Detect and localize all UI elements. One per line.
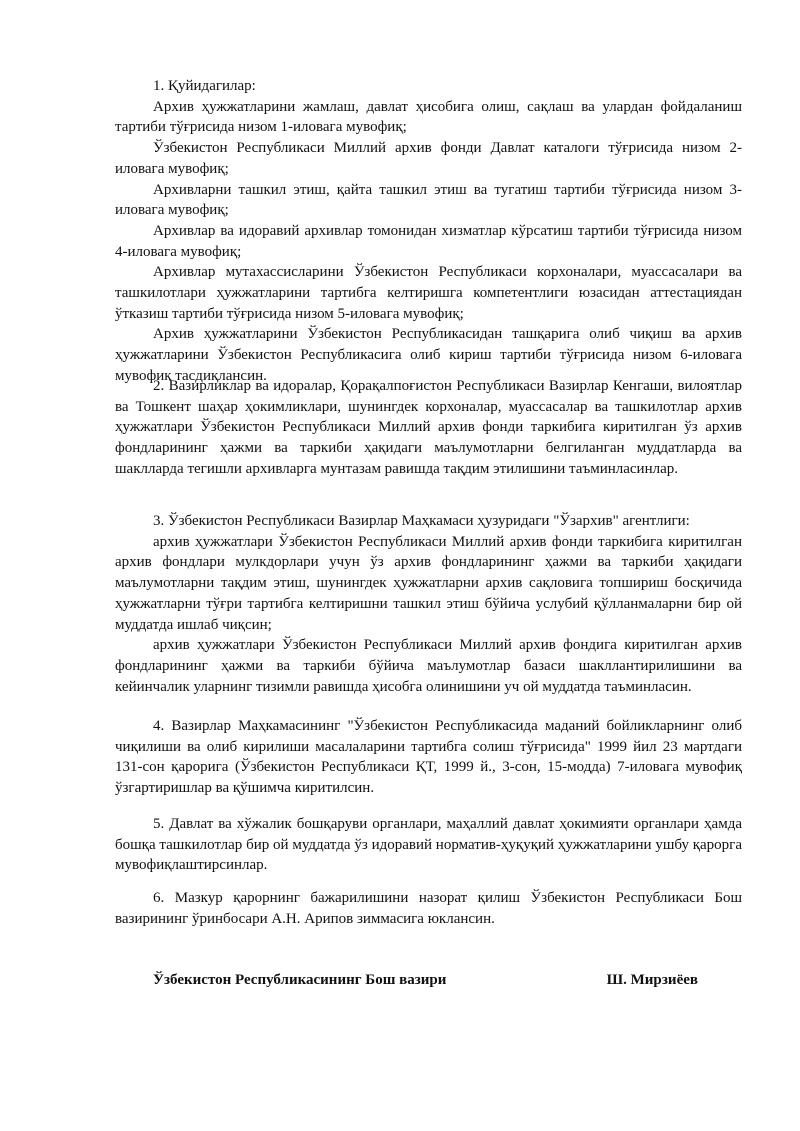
section-3-item: архив ҳужжатлари Ўзбекистон Республикаси Миллий архив фондига киритилган архив фондларининг ҳажми ва таркиби бўйича маълумотлар базаси шакллантирилишини ва кейинчалик уларнинг тизимли равишда ҳисобга олинишини уч ой муддатда таъминласин. bbox=[115, 637, 742, 695]
section-4-text: 4. Вазирлар Маҳкамасининг "Ўзбекистон Республикасида маданий бойликларнинг олиб чиқилиши ва олиб кирилиши масалаларини тартибга солиш тўғрисида" 1999 йил 23 мартдаги 131-сон қарорига (Ўзбекистон Республикаси ҚТ, 1999 й., 3-сон, 15-модда) 7-иловага мувофиқ ўзгартиришлар ва қўшимча киритилсин. bbox=[115, 718, 742, 797]
section-1-item: Архивлар мутахассисларини Ўзбекистон Республикаси корхоналари, муассасалари ва ташкилотлари ҳужжатларини тартибга келтиришга компетентлиги юзасидан аттестациядан ўтказиш тартиби тўғрисида низом 5-иловага мувофиқ; bbox=[115, 264, 742, 322]
section-1-heading: 1. Қуйидагилар: bbox=[153, 78, 256, 94]
signatory-title: Ўзбекистон Республикасининг Бош вазири bbox=[153, 972, 447, 988]
section-3-item: архив ҳужжатлари Ўзбекистон Республикаси Миллий архив фонди таркибига киритилган архив фондлари мулкдорлари учун ўз архив фондларининг ҳажми ва таркиби ҳақидаги маълумотларни тақдим этиш, шунингдек ҳужжатларни архив сақловига топшириш босқичида ҳужжатларни тўғри тартибга келтиришни ташкил этиш бўйича услубий қўлланмаларни бир ой муддатда ишлаб чиқсин; bbox=[115, 533, 742, 633]
section-5-text: 5. Давлат ва хўжалик бошқаруви органлари, маҳаллий давлат ҳокимияти органлари ҳамда бошқа ташкилотлар бир ой муддатда ўз идоравий норматив-ҳуқуқий ҳужжатларини ушбу қарорга мувофиқлаштирсинлар. bbox=[115, 816, 742, 874]
section-4 bbox=[115, 716, 742, 799]
section-2 bbox=[115, 376, 742, 480]
section-1-item: Архив ҳужжатларини жамлаш, давлат ҳисобига олиш, сақлаш ва улардан фойдаланиш тартиби тўғрисида низом 1-иловага мувофиқ; bbox=[115, 98, 742, 136]
section-1-item: Архив ҳужжатларини Ўзбекистон Республикасидан ташқарига олиб чиқиш ва архив ҳужжатларини Ўзбекистон Республикасига олиб кириш тартиби тўғрисида низом 6-иловага мувофиқ тасдиқлансин. bbox=[115, 326, 742, 384]
section-6-text: 6. Мазкур қарорнинг бажарилишини назорат қилиш Ўзбекистон Республикаси Бош вазирининг ўринбосари А.Н. Арипов зиммасига юклансин. bbox=[115, 890, 742, 927]
section-1 bbox=[115, 76, 742, 387]
section-2-text: 2. Вазирликлар ва идоралар, Қорақалпоғистон Республикаси Вазирлар Кенгаши, вилоятлар ва Тошкент шаҳар ҳокимликлари, шунингдек корхоналар, муассасалар ва ташкилотлар архив ҳужжатлари Ўзбекистон Республикаси Миллий архив фонди таркибига киритилган ўз архив фондларининг ҳажми ва таркиби ҳақидаги маълумотларни белгиланган муддатларда ва шаклларда тегишли архивларга мунтазам равишда тақдим этилишини таъминласинлар. bbox=[115, 378, 742, 477]
signatory-name: Ш. Мирзиёев bbox=[606, 972, 698, 988]
section-1-item: Ўзбекистон Республикаси Миллий архив фонди Давлат каталоги тўғрисида низом 2-иловага мувофиқ; bbox=[115, 140, 742, 177]
section-1-item: Архивларни ташкил этиш, қайта ташкил этиш ва тугатиш тартиби тўғрисида низом 3-иловага мувофиқ; bbox=[115, 181, 742, 219]
section-3 bbox=[115, 511, 742, 697]
section-1-item: Архивлар ва идоравий архивлар томонидан хизматлар кўрсатиш тартиби тўғрисида низом 4-иловага мувофиқ; bbox=[115, 222, 742, 260]
section-5 bbox=[115, 814, 742, 876]
signature-block bbox=[153, 972, 698, 994]
section-3-heading: 3. Ўзбекистон Республикаси Вазирлар Маҳкамаси ҳузуридаги "Ўзархив" агентлиги: bbox=[153, 513, 690, 529]
section-6 bbox=[115, 888, 742, 929]
